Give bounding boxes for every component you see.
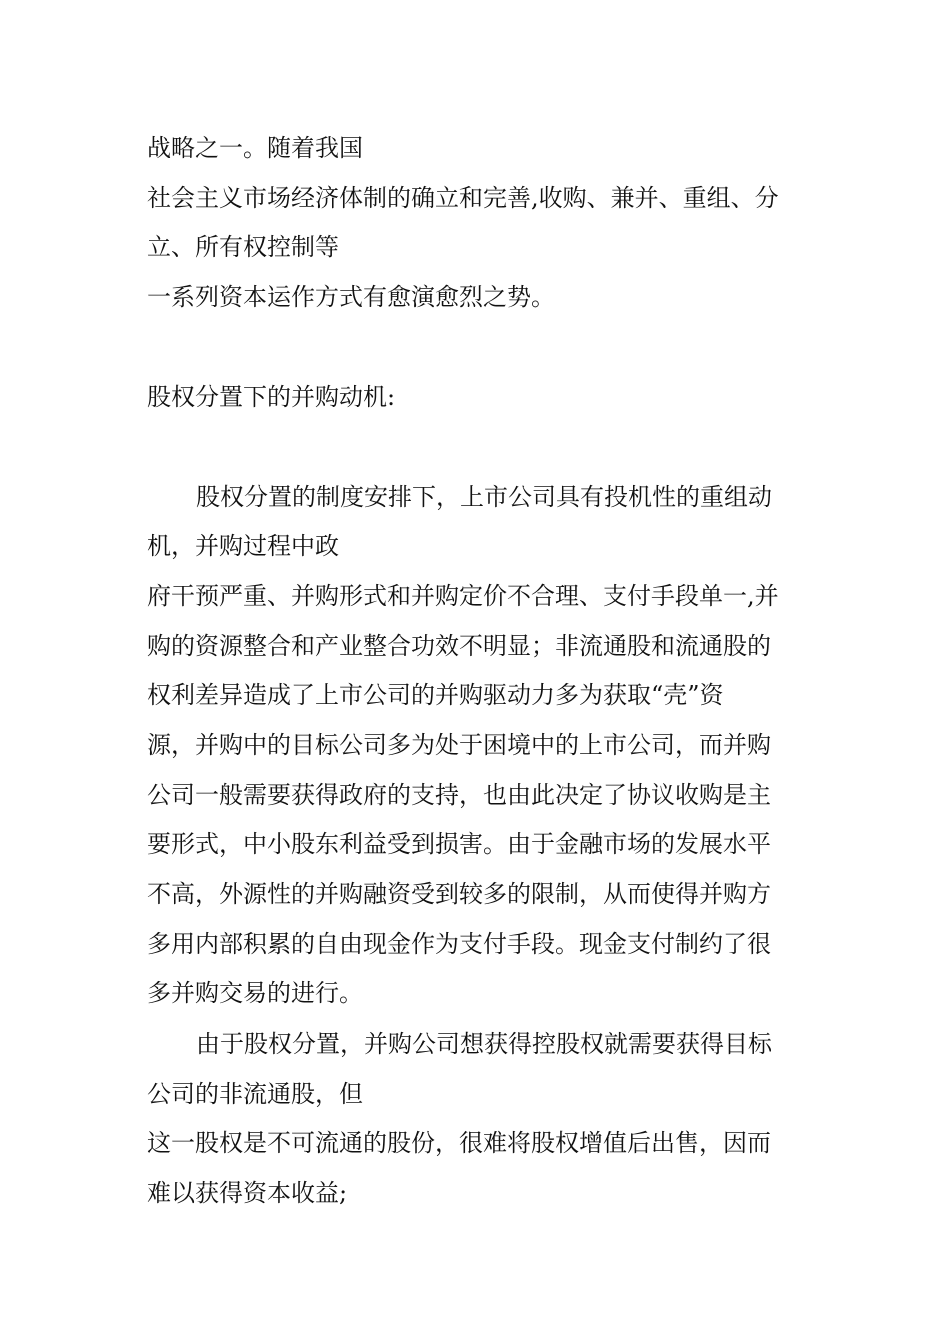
text-line: 社会主义市场经济体制的确立和完善,收购、兼并、重组、分 [147,184,779,212]
text-line: 公司一般需要获得政府的支持，也由此决定了协议收购是主 [147,781,771,809]
paragraph-first-line: 由于股权分置，并购公司想获得控股权就需要获得目标 [196,1030,772,1058]
text-line: 要形式，中小股东利益受到损害。由于金融市场的发展水平 [147,830,771,858]
section-heading: 股权分置下的并购动机: [147,383,396,411]
text-line: 难以获得资本收益; [147,1179,348,1207]
text-line: 多并购交易的进行。 [147,979,363,1007]
text-line: 源，并购中的目标公司多为处于困境中的上市公司，而并购 [147,731,771,759]
text-line: 立、所有权控制等 [147,233,339,261]
text-line: 公司的非流通股，但 [147,1080,363,1108]
text-line: 不高，外源性的并购融资受到较多的限制，从而使得并购方 [147,880,771,908]
text-line: 一系列资本运作方式有愈演愈烈之势。 [147,283,555,311]
text-line: 机，并购过程中政 [147,532,339,560]
paragraph-first-line: 股权分置的制度安排下，上市公司具有投机性的重组动 [196,483,772,511]
text-line: 权利差异造成了上市公司的并购驱动力多为获取“壳”资 [147,681,724,709]
text-line: 战略之一。随着我国 [147,134,363,162]
text-line: 购的资源整合和产业整合功效不明显；非流通股和流通股的 [147,632,771,660]
text-line: 多用内部积累的自由现金作为支付手段。现金支付制约了很 [147,930,771,958]
text-line: 这一股权是不可流通的股份，很难将股权增值后出售，因而 [147,1129,771,1157]
text-line: 府干预严重、并购形式和并购定价不合理、支付手段单一,并 [147,582,779,610]
